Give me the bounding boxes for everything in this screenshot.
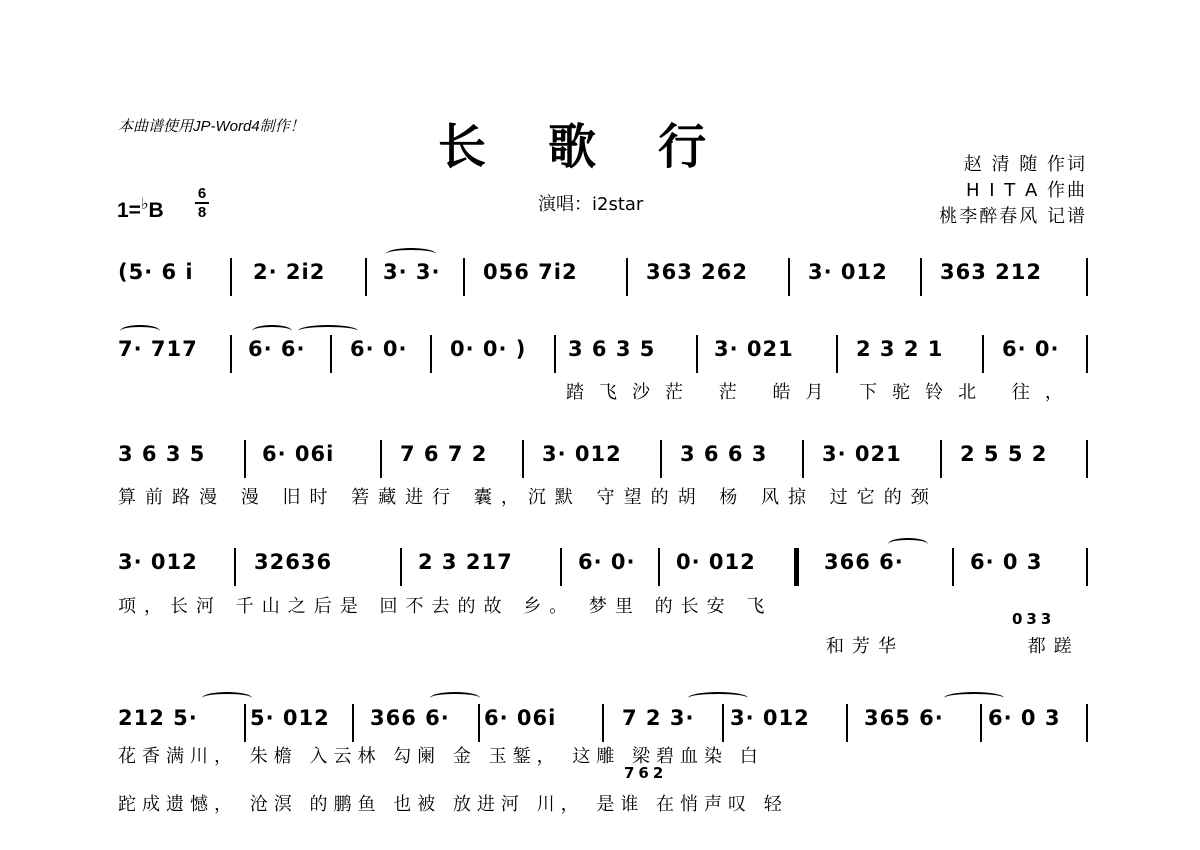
measure: 366 6·: [370, 706, 450, 730]
bar-line: [554, 335, 556, 373]
measure: 2 3 217: [418, 550, 513, 574]
alternate-notes: 762: [624, 764, 668, 782]
bar-line: [230, 258, 232, 296]
measure: 2 5 5 2: [960, 442, 1048, 466]
lyric-line: 项，长河 千山之后是 回不去的故 乡。 梦里 的长安 飞: [118, 596, 773, 617]
bar-line: [230, 335, 232, 373]
measure: 3 6 3 5: [118, 442, 206, 466]
measure: 3· 012: [730, 706, 810, 730]
measure: 6· 06i: [484, 706, 557, 730]
measure: 363 262: [646, 260, 748, 284]
key-note: B: [148, 199, 164, 222]
measure: 3 6 6 3: [680, 442, 768, 466]
measure: 3· 012: [808, 260, 888, 284]
bar-line: [380, 440, 382, 478]
lyric-line: 踏飞沙茫 茫 皓月 下驼铃北 往，: [566, 382, 1078, 403]
bar-line: [846, 704, 848, 742]
singer-line: 演唱：i2star: [538, 194, 644, 215]
measure: 7· 717: [118, 337, 198, 361]
measure: 366 6·: [824, 550, 904, 574]
bar-line: [430, 335, 432, 373]
measure: 363 212: [940, 260, 1042, 284]
bar-line: [788, 258, 790, 296]
bar-line: [1086, 548, 1088, 586]
measure: 7 2 3·: [622, 706, 695, 730]
measure: 0· 0· ): [450, 337, 527, 361]
tie-arc: [944, 692, 1004, 704]
measure: 0· 012: [676, 550, 756, 574]
time-denominator: 8: [197, 204, 207, 221]
bar-line: [560, 548, 562, 586]
measure: 3· 3·: [383, 260, 441, 284]
bar-line: [722, 704, 724, 742]
measure: 5· 012: [250, 706, 330, 730]
software-credit: 本曲谱使用JP-Word4制作！: [118, 118, 305, 135]
measure: 6· 06i: [262, 442, 335, 466]
bar-line: [244, 704, 246, 742]
time-numerator: 6: [197, 185, 207, 202]
tie-arc: [298, 325, 358, 337]
measure: 365 6·: [864, 706, 944, 730]
measure: 6· 0·: [350, 337, 408, 361]
measure: 2· 2i2: [253, 260, 326, 284]
repeat-sign: [794, 548, 807, 586]
tie-arc: [252, 325, 292, 337]
bar-line: [920, 258, 922, 296]
tie-arc: [888, 538, 928, 550]
bar-line: [1086, 258, 1088, 296]
tie-arc: [386, 248, 436, 260]
bar-line: [658, 548, 660, 586]
measure: 32636: [254, 550, 333, 574]
measure: 6· 0 3: [970, 550, 1043, 574]
measure: 3· 021: [822, 442, 902, 466]
lyric-line-2: 和芳华 都蹉: [826, 636, 1080, 657]
key-signature: [117, 194, 164, 223]
tie-arc: [120, 325, 160, 337]
tie-arc: [202, 692, 252, 704]
measure: 6· 0 3: [988, 706, 1061, 730]
song-title: 长歌行: [438, 119, 769, 175]
key-label: 1=: [117, 199, 141, 222]
measure: 3 6 3 5: [568, 337, 656, 361]
bar-line: [696, 335, 698, 373]
bar-line: [802, 440, 804, 478]
bar-line: [952, 548, 954, 586]
bar-line: [463, 258, 465, 296]
measure: 6· 6·: [248, 337, 306, 361]
lyric-line-2: 跎成遗憾， 沧溟 的鹏鱼 也被 放进河 川， 是谁 在悄声叹 轻: [118, 794, 788, 815]
measure: (5· 6 i: [118, 260, 194, 284]
transcriber-line: 桃李醉春风 记谱: [939, 206, 1087, 227]
bar-line: [660, 440, 662, 478]
measure: 2 3 2 1: [856, 337, 944, 361]
tie-arc: [688, 692, 748, 704]
staff-row-4: [118, 548, 1090, 588]
bar-line: [602, 704, 604, 742]
bar-line: [244, 440, 246, 478]
measure: 3· 012: [118, 550, 198, 574]
bar-line: [234, 548, 236, 586]
lyric-line: 花香满川， 朱檐 入云林 勾阑 金 玉錾， 这雕 梁碧血染 白: [118, 746, 764, 767]
bar-line: [940, 440, 942, 478]
measure: 212 5·: [118, 706, 198, 730]
alternate-notes: 033: [1012, 610, 1056, 628]
flat-symbol: ♭: [140, 196, 149, 213]
staff-row-2: [118, 335, 1090, 375]
tie-arc: [430, 692, 480, 704]
staff-row-1: [118, 258, 1090, 298]
composer-line: H I T A 作曲: [965, 180, 1087, 201]
measure: 3· 021: [714, 337, 794, 361]
bar-line: [522, 440, 524, 478]
bar-line: [1086, 704, 1088, 742]
measure: 7 6 7 2: [400, 442, 488, 466]
lyric-line: 算前路漫 漫 旧时 箬藏进行 囊，沉默 守望的胡 杨 风掠 过它的颈: [118, 487, 938, 508]
staff-row-3: [118, 440, 1090, 480]
measure: 3· 012: [542, 442, 622, 466]
bar-line: [626, 258, 628, 296]
bar-line: [980, 704, 982, 742]
staff-row-5: [118, 704, 1090, 744]
measure: 056 7i2: [483, 260, 578, 284]
lyricist-line: 赵 清 随 作词: [963, 154, 1087, 175]
bar-line: [400, 548, 402, 586]
bar-line: [1086, 335, 1088, 373]
bar-line: [352, 704, 354, 742]
bar-line: [478, 704, 480, 742]
bar-line: [1086, 440, 1088, 478]
bar-line: [982, 335, 984, 373]
measure: 6· 0·: [578, 550, 636, 574]
time-signature: [195, 186, 209, 220]
bar-line: [330, 335, 332, 373]
bar-line: [365, 258, 367, 296]
bar-line: [836, 335, 838, 373]
measure: 6· 0·: [1002, 337, 1060, 361]
